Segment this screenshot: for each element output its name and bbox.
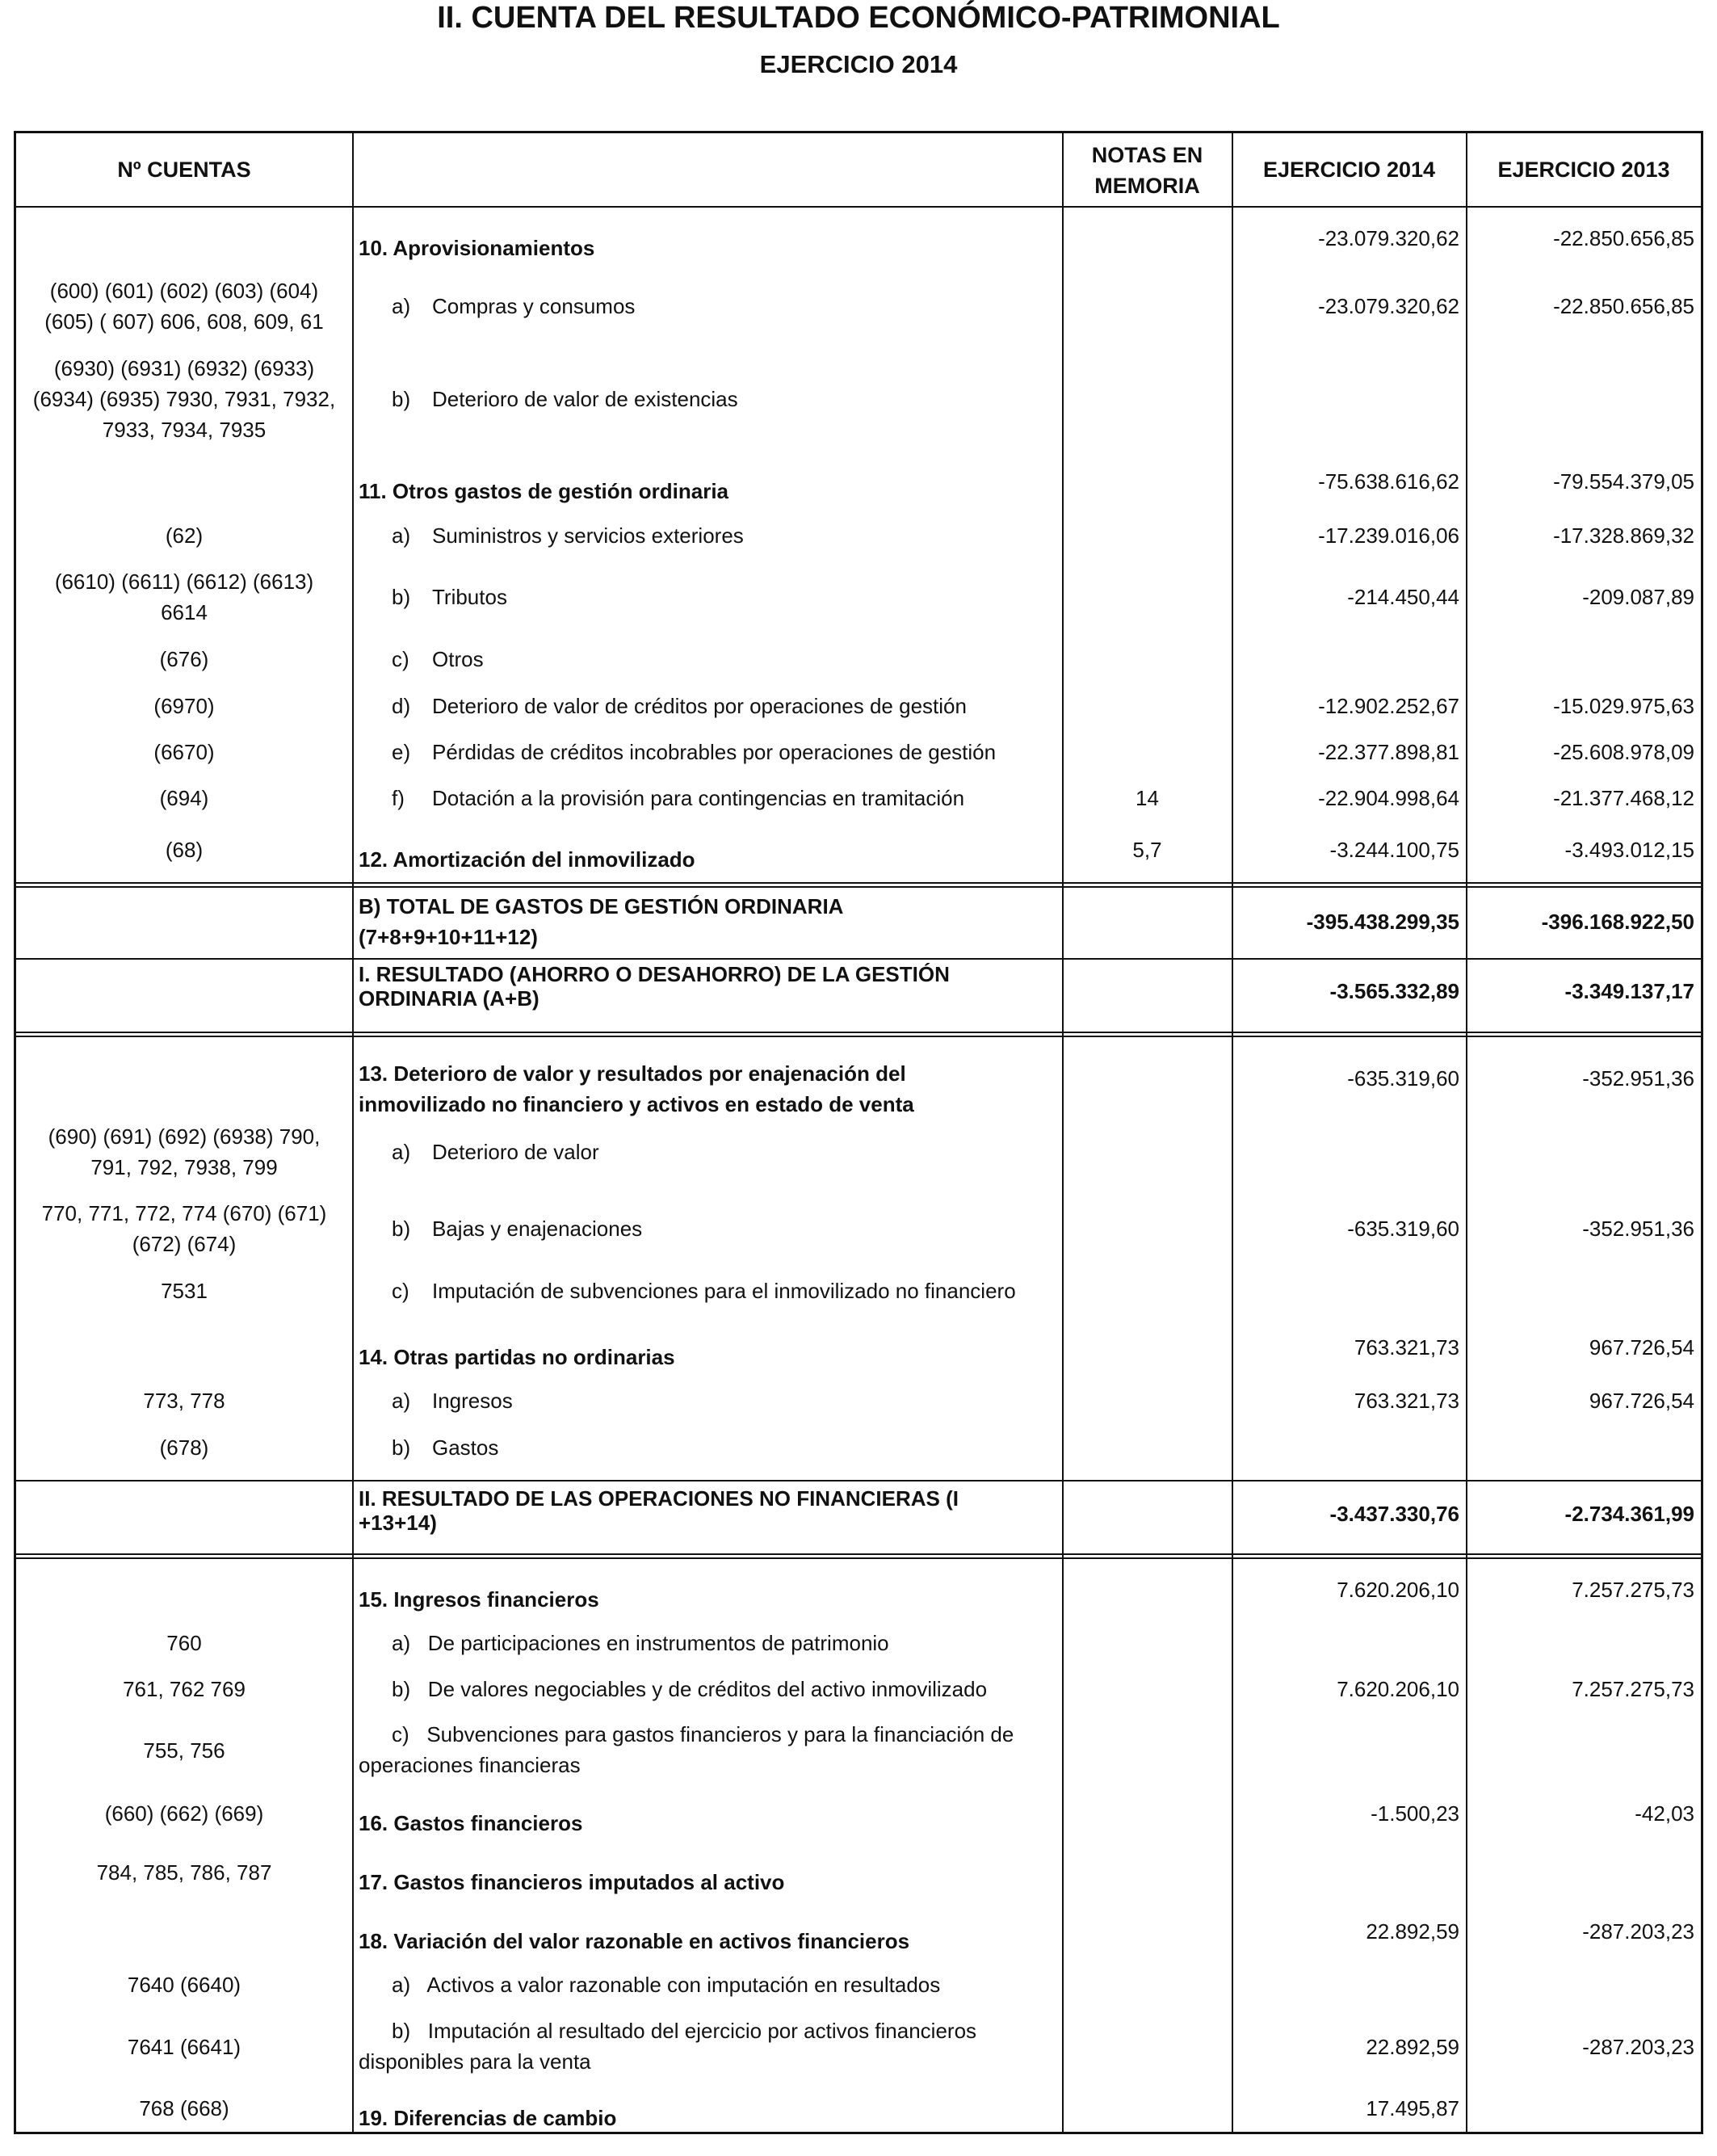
row-description: (7+8+9+10+11+12) [359,925,538,949]
account-codes: (62) [165,523,204,548]
row-description: a) Activos a valor razonable con imputación en resultados [392,1973,941,1997]
value-2013: 967.726,54 [1589,1335,1694,1360]
account-codes: (660) (662) (669) [104,1801,264,1826]
value-2013: -209.087,89 [1582,585,1694,609]
value-2014: -12.902.252,67 [1318,694,1459,718]
value-2014: 7.620.206,10 [1337,1677,1459,1701]
value-2014: -22.904.998,64 [1318,786,1459,810]
account-codes: 791, 792, 7938, 799 [90,1155,278,1179]
row-description: +13+14) [359,1511,437,1535]
row-description: b) Bajas y enajenaciones [392,1217,643,1241]
value-2014: -3.565.332,89 [1329,979,1459,1003]
page-title: II. CUENTA DEL RESULTADO ECONÓMICO-PATRIMONIAL [437,1,1280,35]
account-codes: 761, 762 769 [123,1677,246,1701]
row-divider [16,958,1701,960]
value-2013: -42,03 [1635,1801,1694,1826]
table-header [16,133,1701,206]
value-2014: -22.377.898,81 [1318,740,1459,764]
account-codes: (672) (674) [132,1232,237,1256]
account-codes: (6934) (6935) 7930, 7931, 7932, [32,387,336,411]
row-divider [16,882,1701,884]
account-codes: (6670) [153,740,215,764]
account-codes: (676) [159,647,209,671]
account-codes: (6930) (6931) (6932) (6933) [53,356,315,380]
account-codes: (605) ( 607) 606, 608, 609, 61 [44,309,324,334]
value-2013: -15.029.975,63 [1553,694,1694,718]
value-2014: 763.321,73 [1354,1335,1459,1360]
memoria-note: 5,7 [1132,838,1162,862]
row-description: 15. Ingresos financieros [359,1587,599,1612]
header-notes-line2: MEMORIA [1094,174,1200,198]
row-description: a) Suministros y servicios exteriores [392,523,744,548]
value-2013: 967.726,54 [1589,1389,1694,1413]
row-description: b) Gastos [392,1435,499,1460]
row-description: 13. Deterioro de valor y resultados por enajenación del [359,1061,906,1086]
row-description: operaciones financieras [359,1753,581,1777]
account-codes: 7531 [161,1279,208,1303]
row-description: f) Dotación a la provisión para contingencias en tramitación [392,786,965,810]
header-notes-line1: NOTAS EN [1091,143,1203,167]
page-subtitle: EJERCICIO 2014 [759,50,958,78]
row-description: I. RESULTADO (AHORRO O DESAHORRO) DE LA GESTIÓN [359,962,950,986]
row-divider [16,206,1701,208]
value-2013: -2.734.361,99 [1564,1502,1694,1526]
account-codes: (6610) (6611) (6612) (6613) [54,569,314,594]
row-divider [16,1553,1701,1555]
row-description: d) Deterioro de valor de créditos por operaciones de gestión [392,694,967,718]
value-2014: -3.437.330,76 [1329,1502,1459,1526]
account-codes: (690) (691) (692) (6938) 790, [48,1124,321,1149]
row-description: c) Imputación de subvenciones para el inmovilizado no financiero [392,1279,1016,1303]
value-2013: -22.850.656,85 [1553,226,1694,250]
row-description: b) De valores negociables y de créditos del activo inmovilizado [392,1677,988,1701]
header-year-2013: EJERCICIO 2013 [1497,158,1670,182]
account-codes: (694) [159,786,209,810]
row-description: 19. Diferencias de cambio [359,2106,617,2130]
value-2013: -25.608.978,09 [1553,740,1694,764]
header-accounts: Nº CUENTAS [117,158,251,182]
value-2013: -352.951,36 [1582,1066,1694,1091]
row-divider [16,1036,1701,1037]
row-divider [16,1480,1701,1481]
value-2014: -635.319,60 [1347,1066,1459,1091]
account-codes: 770, 771, 772, 774 (670) (671) [41,1201,327,1225]
row-description: a) Compras y consumos [392,294,636,318]
row-description: b) Tributos [392,585,507,609]
value-2014: -23.079.320,62 [1318,294,1459,318]
value-2014: -23.079.320,62 [1318,226,1459,250]
row-description: 10. Aprovisionamientos [359,236,595,260]
value-2013: -21.377.468,12 [1553,786,1694,810]
value-2014: -395.438.299,35 [1306,910,1459,934]
row-description: e) Pérdidas de créditos incobrables por operaciones de gestión [392,740,997,764]
value-2013: -3.493.012,15 [1564,838,1694,862]
value-2013: -17.328.869,32 [1553,523,1694,548]
header-year-2014: EJERCICIO 2014 [1262,158,1436,182]
row-description: II. RESULTADO DE LAS OPERACIONES NO FINANCIERAS (I [359,1486,959,1511]
value-2014: 22.892,59 [1366,1919,1459,1944]
column-divider [1232,133,1233,2132]
account-codes: 755, 756 [143,1738,225,1763]
row-description: a) Ingresos [392,1389,513,1413]
value-2013: -22.850.656,85 [1553,294,1694,318]
value-2014: -75.638.616,62 [1318,469,1459,494]
value-2014: -214.450,44 [1347,585,1459,609]
row-description: c) Subvenciones para gastos financieros y para la financiación de [392,1722,1014,1746]
row-description: b) Deterioro de valor de existencias [392,387,738,411]
value-2013: -79.554.379,05 [1553,469,1694,494]
value-2013: -352.951,36 [1582,1217,1694,1241]
account-codes: (68) [165,838,204,862]
row-divider [16,1557,1701,1559]
value-2014: -3.244.100,75 [1329,838,1459,862]
row-divider [16,1032,1701,1033]
value-2014: -17.239.016,06 [1318,523,1459,548]
value-2013: -3.349.137,17 [1564,979,1694,1003]
account-codes: 7641 (6641) [127,2035,241,2059]
account-codes: (6970) [153,694,215,718]
column-divider [1466,133,1467,2132]
row-description: a) De participaciones en instrumentos de patrimonio [392,1631,889,1655]
income-statement-table [14,131,1703,2134]
value-2014: 22.892,59 [1366,2035,1459,2059]
row-description: a) Deterioro de valor [392,1140,599,1164]
memoria-note: 14 [1136,786,1159,810]
value-2013: -287.203,23 [1582,1919,1694,1944]
row-description: 17. Gastos financieros imputados al activo [359,1870,785,1894]
account-codes: 760 [166,1631,202,1655]
value-2013: -396.168.922,50 [1541,910,1694,934]
row-description: inmovilizado no financiero y activos en estado de venta [359,1092,914,1116]
value-2013: -287.203,23 [1582,2035,1694,2059]
value-2013: 7.257.275,73 [1572,1578,1694,1602]
value-2014: 17.495,87 [1366,2096,1459,2120]
account-codes: (678) [159,1435,209,1460]
row-description: ORDINARIA (A+B) [359,986,539,1011]
account-codes: 7640 (6640) [127,1973,241,1997]
value-2014: -1.500,23 [1371,1801,1459,1826]
value-2013: 7.257.275,73 [1572,1677,1694,1701]
row-description: b) Imputación al resultado del ejercicio por activos financieros [392,2019,977,2043]
row-description: 14. Otras partidas no ordinarias [359,1345,675,1369]
account-codes: (600) (601) (602) (603) (604) [49,279,319,303]
row-description: disponibles para la venta [359,2049,591,2074]
account-codes: 773, 778 [143,1389,225,1413]
value-2014: -635.319,60 [1347,1217,1459,1241]
row-description: B) TOTAL DE GASTOS DE GESTIÓN ORDINARIA [359,894,844,918]
account-codes: 768 (668) [139,2096,229,2120]
column-divider [1062,133,1064,2132]
account-codes: 6614 [161,600,208,624]
row-description: 11. Otros gastos de gestión ordinaria [359,479,729,503]
value-2014: 7.620.206,10 [1337,1578,1459,1602]
row-description: 16. Gastos financieros [359,1811,583,1835]
value-2014: 763.321,73 [1354,1389,1459,1413]
account-codes: 7933, 7934, 7935 [102,418,267,442]
account-codes: 784, 785, 786, 787 [96,1860,272,1885]
row-divider [16,886,1701,888]
row-description: c) Otros [392,647,484,671]
row-description: 18. Variación del valor razonable en activos financieros [359,1929,910,1953]
row-description: 12. Amortización del inmovilizado [359,847,695,872]
